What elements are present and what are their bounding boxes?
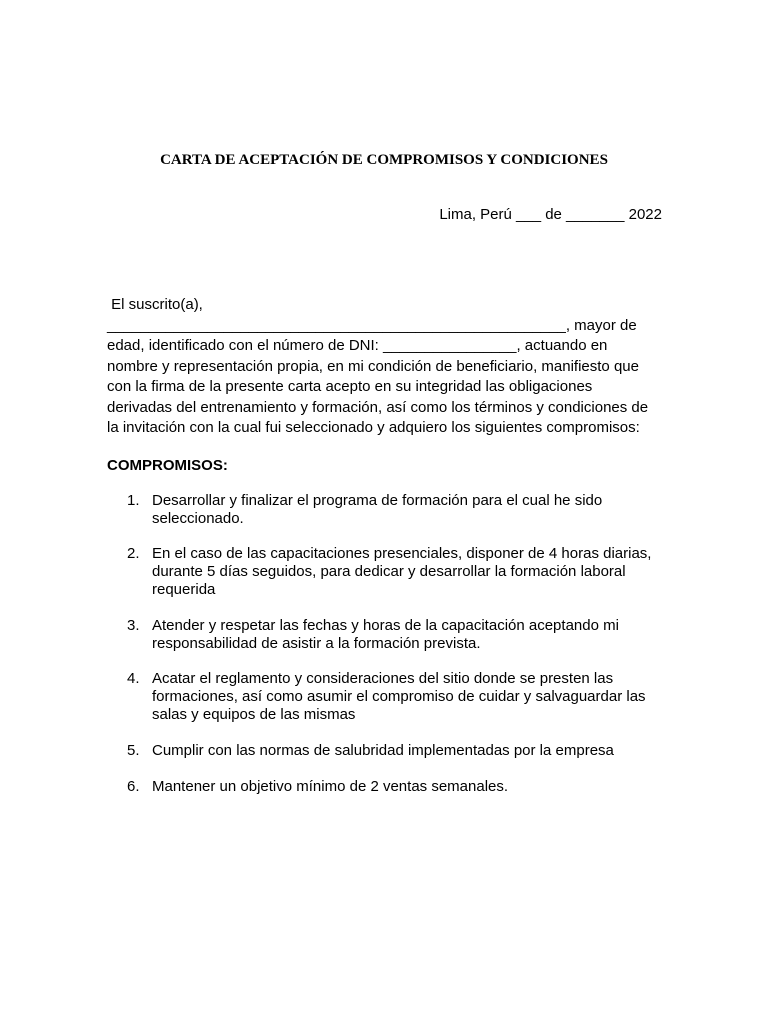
list-item-line: requerida [152,581,216,598]
list-item-line: durante 5 días seguidos, para dedicar y desarrollar la formación laboral [152,563,626,580]
intro-line: edad, identificado con el número de DNI: ________________, actuando en [107,337,608,354]
list-item-line: Acatar el reglamento y consideraciones del sitio donde se presten las [152,670,614,687]
list-item-number: 4. [127,670,140,687]
intro-line: El suscrito(a), [107,296,203,313]
list-item-line: Atender y respetar las fechas y horas de la capacitación aceptando mi [152,617,619,634]
list-item-line: seleccionado. [152,510,244,527]
commitments-heading: COMPROMISOS: [107,457,228,474]
document-title: CARTA DE ACEPTACIÓN DE COMPROMISOS Y CONDICIONES [160,152,608,168]
list-item-line: salas y equipos de las mismas [152,706,356,723]
list-item-line: Mantener un objetivo mínimo de 2 ventas semanales. [152,778,509,795]
intro-line: derivadas del entrenamiento y formación, así como los términos y condiciones de [107,398,649,416]
list-item-text [152,545,672,599]
intro-line: _______________________________________________________, mayor de [107,316,637,334]
list-item-number: 5. [127,742,140,759]
intro-line: la invitación con la cual fui seleccionado y adquiero los siguientes compromisos: [107,419,640,436]
intro-line: nombre y representación propia, en mi condición de beneficiario, manifiesto que [107,357,639,375]
date-line: Lima, Perú ___ de _______ 2022 [439,206,662,223]
list-item-number: 1. [127,492,140,509]
list-item-text [152,778,672,796]
list-item-text [152,670,672,724]
list-item-text [152,617,672,653]
list-item-number: 2. [127,545,140,562]
list-item-text [152,492,672,528]
intro-paragraph [107,295,667,439]
intro-line: con la firma de la presente carta acepto en su integridad las obligaciones [107,378,593,395]
list-item-line: Desarrollar y finalizar el programa de formación para el cual he sido [152,492,603,509]
list-item-number: 6. [127,778,140,795]
list-item-line: formaciones, así como asumir el compromiso de cuidar y salvaguardar las [152,688,646,705]
list-item-line: En el caso de las capacitaciones presenciales, disponer de 4 horas diarias, [152,545,652,562]
list-item-line: Cumplir con las normas de salubridad implementadas por la empresa [152,742,614,759]
list-item-line: responsabilidad de asistir a la formación prevista. [152,635,481,652]
list-item-number: 3. [127,617,140,634]
list-item-text [152,742,672,760]
